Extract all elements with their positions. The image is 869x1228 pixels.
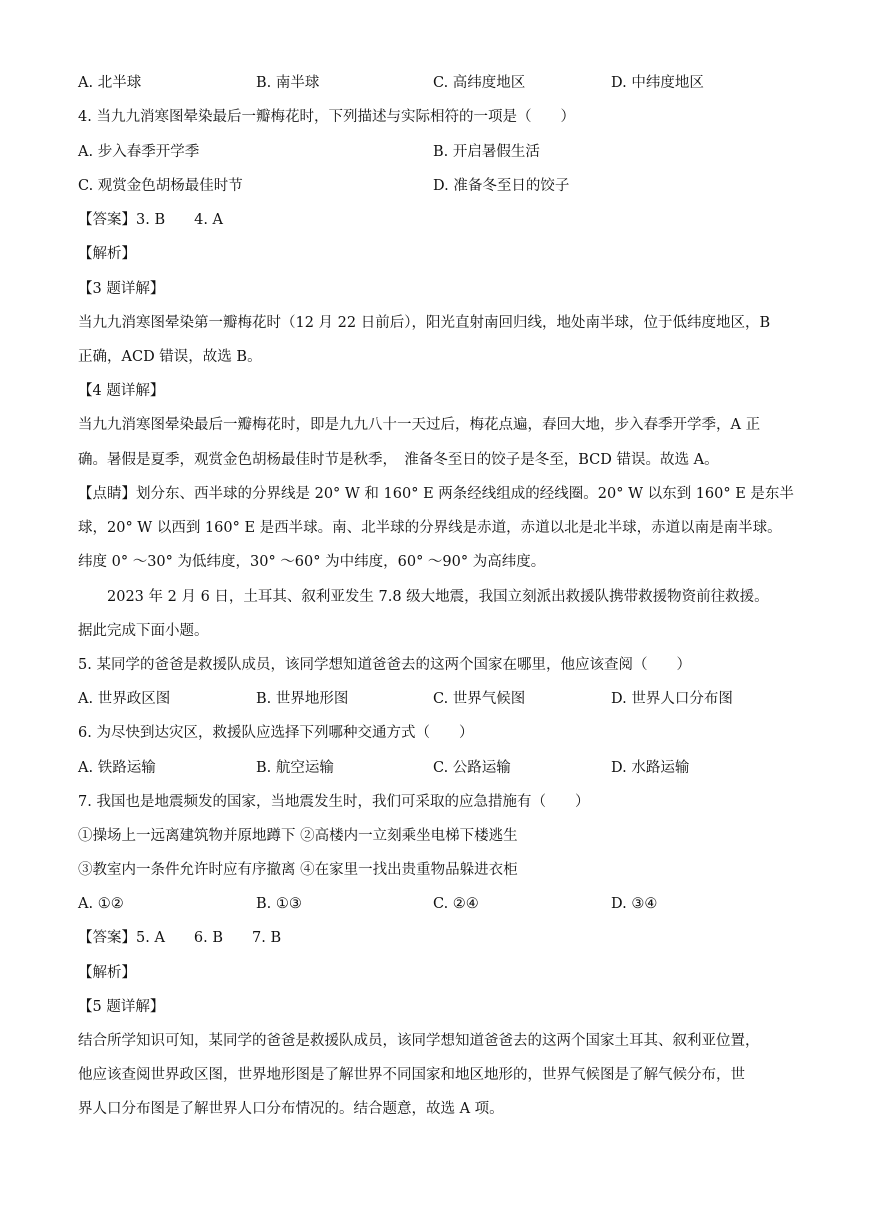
q7-stem: 7. 我国也是地震频发的国家，当地震发生时，我们可采取的应急措施有（ ） — [78, 794, 590, 810]
detail3-line-1: 当九九消寒图晕染第一瓣梅花时（12 月 22 日前后），阳光直射南回归线，地处南半球，位于低纬度地区，B — [78, 315, 771, 331]
answer-block-2 — [78, 928, 281, 948]
answer-label: 【答案】 — [78, 930, 136, 946]
detail5-line-2: 他应该查阅世界政区图，世界地形图是了解世界不同国家和地区地形的，世界气候图是了解气候分布，世 — [78, 1067, 745, 1083]
q3-option-d: D. 中纬度地区 — [611, 75, 704, 91]
q7-item-line-1: ①操场上一远离建筑物并原地蹲下 ②高楼内一立刻乘坐电梯下楼逃生 — [78, 828, 518, 844]
detail3-line-2: 正确，ACD 错误，故选 B。 — [78, 349, 262, 365]
answer-label: 【答案】 — [78, 212, 136, 228]
material-line-2: 据此完成下面小题。 — [78, 623, 209, 639]
q7-option-d: D. ③④ — [611, 896, 658, 912]
q4-option-a: A. 步入春季开学季 — [78, 144, 200, 160]
tip-label: 【点睛】 — [78, 486, 136, 502]
q5-stem: 5. 某同学的爸爸是救援队成员，该同学想知道爸爸去的这两个国家在哪里，他应该查阅（ ） — [78, 657, 691, 673]
q3-option-a: A. 北半球 — [78, 75, 142, 91]
answer-text: 3. B 4. A — [136, 212, 224, 228]
detail4-heading: 【4 题详解】 — [78, 383, 165, 399]
q4-option-c: C. 观赏金色胡杨最佳时节 — [78, 178, 243, 194]
q5-option-a: A. 世界政区图 — [78, 691, 171, 707]
analysis-heading-2: 【解析】 — [78, 965, 136, 981]
q4-option-d: D. 准备冬至日的饺子 — [433, 178, 570, 194]
q6-option-a: A. 铁路运输 — [78, 760, 156, 776]
q7-option-a: A. ①② — [78, 896, 124, 912]
detail4-line-2: 确。暑假是夏季，观赏金色胡杨最佳时节是秋季， 淮备冬至日的饺子是冬至，BCD 错误。故选 A。 — [78, 452, 719, 468]
tip-line-3: 纬度 0° ～30° 为低纬度，30° ～60° 为中纬度，60° ～90° 为高纬度。 — [78, 554, 546, 570]
detail5-line-1: 结合所学知识可知，某同学的爸爸是救援队成员，该同学想知道爸爸去的这两个国家土耳其、叙利亚位置， — [78, 1033, 760, 1049]
q4-option-b: B. 开启暑假生活 — [433, 144, 540, 160]
q6-stem: 6. 为尽快到达灾区，救援队应选择下列哪种交通方式（ ） — [78, 725, 474, 741]
material-line-1: 2023 年 2 月 6 日，土耳其、叙利亚发生 7.8 级大地震，我国立刻派出救援队携带救援物资前往救援。 — [107, 589, 769, 605]
analysis-heading-1: 【解析】 — [78, 246, 136, 262]
detail5-line-3: 界人口分布图是了解世界人口分布情况的。结合题意，故选 A 项。 — [78, 1101, 504, 1117]
q5-option-b: B. 世界地形图 — [256, 691, 349, 707]
detail5-heading: 【5 题详解】 — [78, 999, 165, 1015]
q7-item-line-2: ③教室内一条件允许时应有序撤离 ④在家里一找出贵重物品躲进衣柜 — [78, 862, 518, 878]
detail4-line-1: 当九九消寒图晕染最后一瓣梅花时，即是九九八十一天过后，梅花点遍，春回大地，步入春季开学季，A 正 — [78, 417, 761, 433]
tip-text-1: 划分东、西半球的分界线是 20° W 和 160° E 两条经线组成的经线圈。20° W 以东到 160° E 是东半 — [136, 486, 794, 502]
q6-option-b: B. 航空运输 — [256, 760, 334, 776]
q6-option-d: D. 水路运输 — [611, 760, 690, 776]
q3-option-b: B. 南半球 — [256, 75, 320, 91]
q3-option-c: C. 高纬度地区 — [433, 75, 526, 91]
q5-option-d: D. 世界人口分布图 — [611, 691, 733, 707]
q5-option-c: C. 世界气候图 — [433, 691, 526, 707]
tip-line-2: 球，20° W 以西到 160° E 是西半球。南、北半球的分界线是赤道，赤道以北是北半球，赤道以南是南半球。 — [78, 520, 782, 536]
q4-stem: 4. 当九九消寒图晕染最后一瓣梅花时，下列描述与实际相符的一项是（ ） — [78, 109, 575, 125]
detail3-heading: 【3 题详解】 — [78, 281, 165, 297]
tip-line-1 — [78, 484, 794, 504]
answer-block-1 — [78, 210, 223, 230]
answer-text: 5. A 6. B 7. B — [136, 930, 282, 946]
q7-option-c: C. ②④ — [433, 896, 479, 912]
q6-option-c: C. 公路运输 — [433, 760, 511, 776]
q7-option-b: B. ①③ — [256, 896, 302, 912]
